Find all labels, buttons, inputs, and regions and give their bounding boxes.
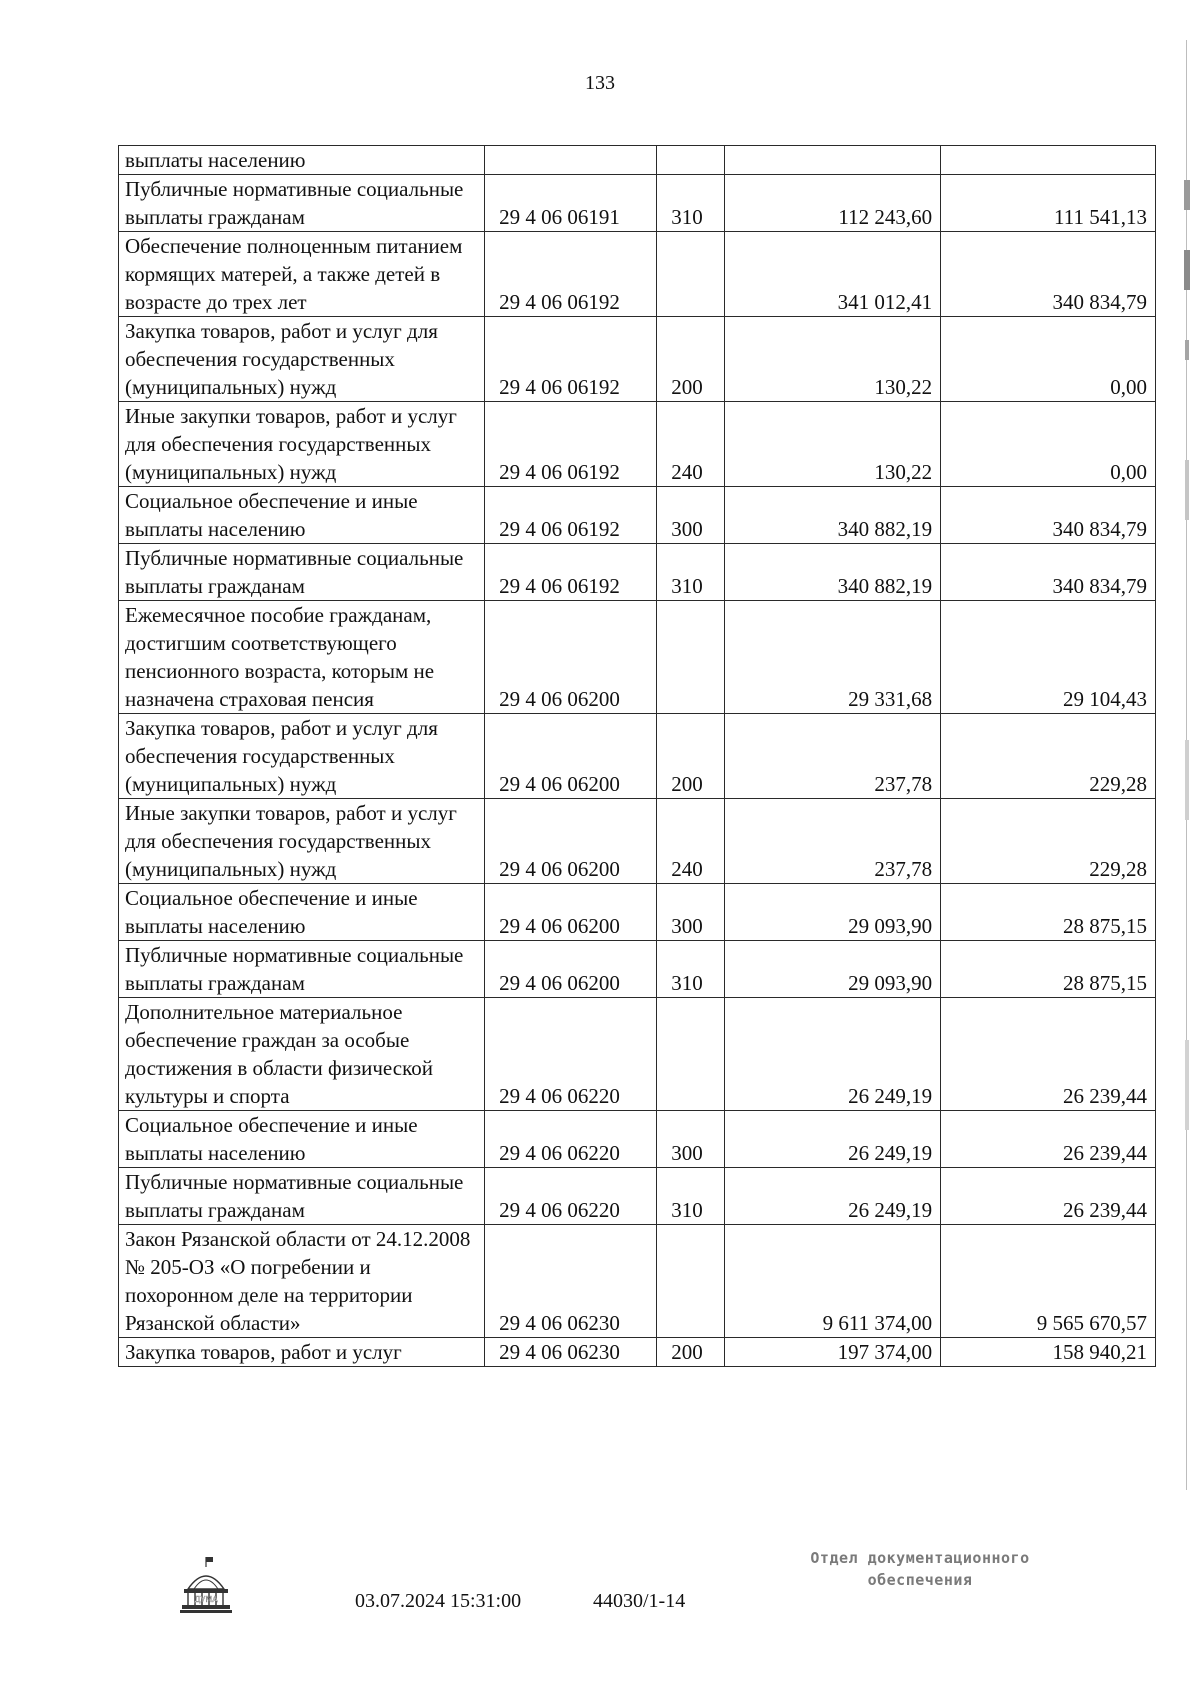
cell-amount-1: 340 882,19 bbox=[725, 487, 941, 544]
cell-amount-2: 26 239,44 bbox=[941, 998, 1156, 1111]
cell-name: Публичные нормативные социальные выплаты гражданам bbox=[119, 1168, 485, 1225]
cell-code: 29 4 06 06230 bbox=[485, 1338, 657, 1367]
cell-code: 29 4 06 06192 bbox=[485, 317, 657, 402]
cell-code: 29 4 06 06200 bbox=[485, 714, 657, 799]
cell-name: Обеспечение полноценным питанием кормящих матерей, а также детей в возрасте до трех лет bbox=[119, 232, 485, 317]
cell-code: 29 4 06 06230 bbox=[485, 1225, 657, 1338]
table-row bbox=[119, 941, 1156, 998]
cell-amount-1: 29 331,68 bbox=[725, 601, 941, 714]
cell-amount-1: 29 093,90 bbox=[725, 941, 941, 998]
cell-name: Ежемесячное пособие гражданам, достигшим соответствующего пенсионного возраста, которым не назначена страховая пенсия bbox=[119, 601, 485, 714]
cell-name: Закупка товаров, работ и услуг bbox=[119, 1338, 485, 1367]
table-row bbox=[119, 1168, 1156, 1225]
cell-vr: 200 bbox=[657, 317, 725, 402]
cell-vr: 310 bbox=[657, 1168, 725, 1225]
cell-amount-2: 26 239,44 bbox=[941, 1111, 1156, 1168]
cell-name: Иные закупки товаров, работ и услуг для обеспечения государственных (муниципальных) нужд bbox=[119, 799, 485, 884]
cell-vr bbox=[657, 146, 725, 175]
cell-amount-1 bbox=[725, 146, 941, 175]
cell-code: 29 4 06 06220 bbox=[485, 998, 657, 1111]
cell-name: Иные закупки товаров, работ и услуг для обеспечения государственных (муниципальных) нужд bbox=[119, 402, 485, 487]
table-row bbox=[119, 601, 1156, 714]
cell-vr: 240 bbox=[657, 799, 725, 884]
cell-amount-2: 340 834,79 bbox=[941, 544, 1156, 601]
cell-amount-1: 341 012,41 bbox=[725, 232, 941, 317]
cell-name: Социальное обеспечение и иные выплаты населению bbox=[119, 884, 485, 941]
cell-name: Закон Рязанской области от 24.12.2008 № 205-ОЗ «О погребении и похоронном деле на территории Рязанской области» bbox=[119, 1225, 485, 1338]
cell-name: Закупка товаров, работ и услуг для обеспечения государственных (муниципальных) нужд bbox=[119, 714, 485, 799]
footer-reg-number: 44030/1-14 bbox=[593, 1590, 686, 1612]
cell-code: 29 4 06 06192 bbox=[485, 232, 657, 317]
cell-code: 29 4 06 06192 bbox=[485, 544, 657, 601]
cell-vr bbox=[657, 232, 725, 317]
cell-amount-2: 229,28 bbox=[941, 714, 1156, 799]
table-row bbox=[119, 799, 1156, 884]
cell-vr: 300 bbox=[657, 884, 725, 941]
cell-amount-1: 130,22 bbox=[725, 402, 941, 487]
footer-datetime: 03.07.2024 15:31:00 bbox=[355, 1590, 522, 1612]
cell-amount-2: 229,28 bbox=[941, 799, 1156, 884]
cell-vr: 310 bbox=[657, 544, 725, 601]
cell-amount-1: 340 882,19 bbox=[725, 544, 941, 601]
cell-vr: 300 bbox=[657, 487, 725, 544]
department-stamp bbox=[770, 1547, 1070, 1591]
cell-vr: 200 bbox=[657, 1338, 725, 1367]
cell-amount-1: 130,22 bbox=[725, 317, 941, 402]
cell-vr bbox=[657, 601, 725, 714]
table-body bbox=[119, 146, 1156, 1367]
table-row bbox=[119, 232, 1156, 317]
cell-name: Социальное обеспечение и иные выплаты населению bbox=[119, 1111, 485, 1168]
table-row bbox=[119, 175, 1156, 232]
cell-code: 29 4 06 06200 bbox=[485, 601, 657, 714]
cell-vr: 200 bbox=[657, 714, 725, 799]
cell-amount-2 bbox=[941, 146, 1156, 175]
table-row bbox=[119, 146, 1156, 175]
cell-vr: 240 bbox=[657, 402, 725, 487]
cell-name: Социальное обеспечение и иные выплаты населению bbox=[119, 487, 485, 544]
cell-amount-1: 9 611 374,00 bbox=[725, 1225, 941, 1338]
cell-code: 29 4 06 06220 bbox=[485, 1168, 657, 1225]
cell-amount-2: 0,00 bbox=[941, 402, 1156, 487]
scan-edge-mark bbox=[1183, 40, 1191, 1490]
cell-name: Дополнительное материальное обеспечение граждан за особые достижения в области физической культуры и спорта bbox=[119, 998, 485, 1111]
table-row bbox=[119, 317, 1156, 402]
table-row bbox=[119, 884, 1156, 941]
cell-amount-2: 158 940,21 bbox=[941, 1338, 1156, 1367]
table-row bbox=[119, 487, 1156, 544]
cell-name: Публичные нормативные социальные выплаты гражданам bbox=[119, 544, 485, 601]
cell-amount-2: 26 239,44 bbox=[941, 1168, 1156, 1225]
cell-name: Закупка товаров, работ и услуг для обеспечения государственных (муниципальных) нужд bbox=[119, 317, 485, 402]
cell-vr bbox=[657, 1225, 725, 1338]
cell-vr: 300 bbox=[657, 1111, 725, 1168]
stamp-line-1: Отдел документационного bbox=[810, 1549, 1030, 1567]
cell-amount-1: 26 249,19 bbox=[725, 1111, 941, 1168]
cell-amount-2: 28 875,15 bbox=[941, 941, 1156, 998]
cell-vr bbox=[657, 998, 725, 1111]
cell-code: 29 4 06 06191 bbox=[485, 175, 657, 232]
cell-code: 29 4 06 06192 bbox=[485, 402, 657, 487]
cell-amount-2: 340 834,79 bbox=[941, 232, 1156, 317]
table-row bbox=[119, 402, 1156, 487]
cell-vr: 310 bbox=[657, 941, 725, 998]
cell-vr: 310 bbox=[657, 175, 725, 232]
table-row bbox=[119, 1225, 1156, 1338]
cell-name: Публичные нормативные социальные выплаты гражданам bbox=[119, 175, 485, 232]
cell-amount-1: 26 249,19 bbox=[725, 1168, 941, 1225]
duma-emblem-icon bbox=[178, 1555, 234, 1617]
cell-amount-2: 28 875,15 bbox=[941, 884, 1156, 941]
table-row bbox=[119, 1111, 1156, 1168]
cell-amount-2: 340 834,79 bbox=[941, 487, 1156, 544]
emblem-text: ДУМА bbox=[194, 1595, 218, 1604]
cell-code: 29 4 06 06200 bbox=[485, 799, 657, 884]
budget-table bbox=[118, 145, 1156, 1367]
cell-amount-1: 26 249,19 bbox=[725, 998, 941, 1111]
cell-name: выплаты населению bbox=[119, 146, 485, 175]
table-row bbox=[119, 998, 1156, 1111]
table-row bbox=[119, 544, 1156, 601]
cell-code: 29 4 06 06220 bbox=[485, 1111, 657, 1168]
cell-code: 29 4 06 06200 bbox=[485, 941, 657, 998]
cell-amount-1: 112 243,60 bbox=[725, 175, 941, 232]
page-number: 133 bbox=[585, 72, 615, 94]
cell-amount-1: 197 374,00 bbox=[725, 1338, 941, 1367]
cell-code bbox=[485, 146, 657, 175]
stamp-line-2: обеспечения bbox=[867, 1571, 973, 1589]
cell-amount-1: 237,78 bbox=[725, 714, 941, 799]
cell-code: 29 4 06 06192 bbox=[485, 487, 657, 544]
cell-amount-2: 0,00 bbox=[941, 317, 1156, 402]
cell-amount-1: 29 093,90 bbox=[725, 884, 941, 941]
table-row bbox=[119, 1338, 1156, 1367]
table-row bbox=[119, 714, 1156, 799]
cell-amount-2: 29 104,43 bbox=[941, 601, 1156, 714]
cell-code: 29 4 06 06200 bbox=[485, 884, 657, 941]
cell-amount-2: 9 565 670,57 bbox=[941, 1225, 1156, 1338]
cell-name: Публичные нормативные социальные выплаты гражданам bbox=[119, 941, 485, 998]
cell-amount-2: 111 541,13 bbox=[941, 175, 1156, 232]
cell-amount-1: 237,78 bbox=[725, 799, 941, 884]
